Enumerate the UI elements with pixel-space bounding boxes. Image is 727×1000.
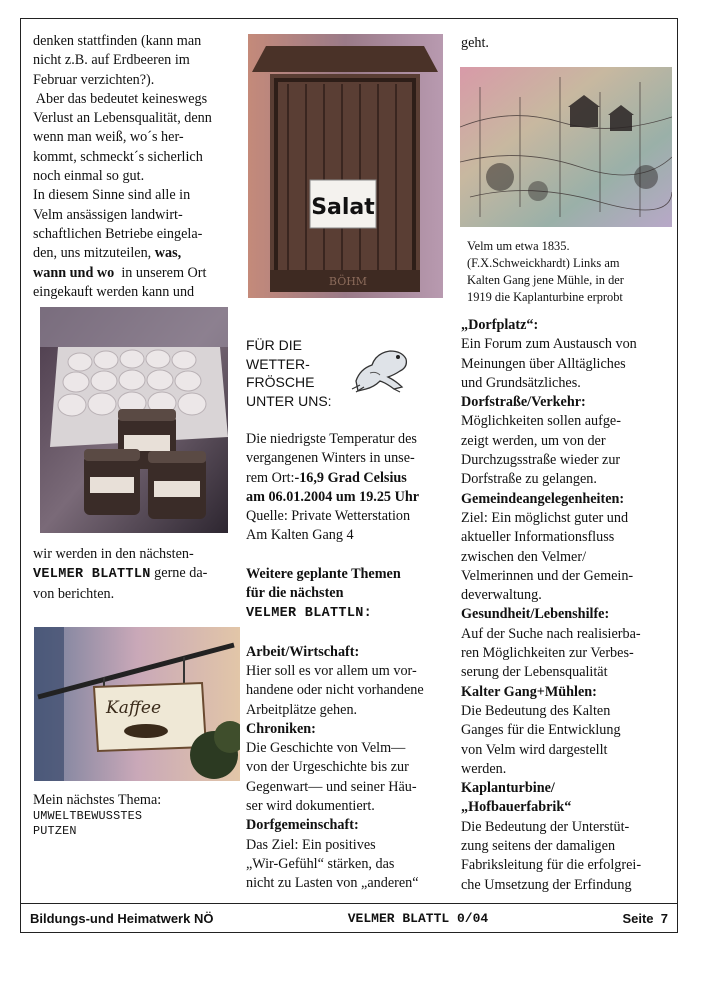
bold-fragment: wann und wo bbox=[33, 264, 115, 281]
column-3-top bbox=[461, 34, 671, 53]
text-fragment: in unserem Ort bbox=[114, 264, 207, 281]
next-topic-label: Mein nächstes Thema: bbox=[33, 792, 162, 808]
footer-page-number: Seite 7 bbox=[622, 911, 668, 926]
text-line: deverwaltung. bbox=[461, 587, 542, 604]
text-line: ren Möglichkeiten zur Verbes- bbox=[461, 645, 634, 662]
text-line: Die niedrigste Temperatur des bbox=[246, 431, 417, 447]
text-line: schaftlichen Betriebe eingela- bbox=[33, 225, 203, 242]
text-line: denken stattfinden (kann man bbox=[33, 33, 202, 49]
eggs-jars-photo bbox=[40, 307, 228, 533]
topic-title: Dorfgemeinschaft: bbox=[246, 817, 359, 834]
topic-heading bbox=[461, 683, 671, 702]
topic-title: Arbeit/Wirtschaft: bbox=[246, 643, 360, 660]
text-line bbox=[33, 264, 238, 283]
topic-title: „Dorfplatz“: bbox=[461, 317, 539, 333]
kaffee-sign-text: Kaffee bbox=[106, 698, 162, 718]
text-line bbox=[246, 488, 456, 507]
weather-header-line: UNTER UNS: bbox=[246, 392, 332, 409]
temperature-date: am 06.01.2004 um 19.25 Uhr bbox=[246, 488, 420, 505]
text-line: Velmerinnen und der Gemein- bbox=[461, 567, 634, 584]
text-line: Verlust an Lebensqualität, denn bbox=[33, 110, 212, 127]
salat-door-illustration bbox=[248, 34, 443, 298]
text-line: aktueller Informationsfluss bbox=[461, 529, 615, 546]
text-line: Die Bedeutung des Kalten bbox=[461, 702, 611, 719]
next-topic-caption bbox=[33, 791, 238, 839]
frog-icon bbox=[350, 341, 412, 393]
text-line: Aber das bedeutet keineswegs bbox=[33, 90, 208, 107]
text-line: Die Bedeutung der Unterstüt- bbox=[461, 818, 630, 835]
weather-header-line: FÜR DIE bbox=[246, 337, 302, 353]
caption-line: 1919 die Kaplanturbine erprobt bbox=[467, 290, 623, 304]
eggs-jars-illustration bbox=[40, 307, 228, 533]
text-line: Meinungen über Alltägliches bbox=[461, 355, 626, 372]
historic-image-caption bbox=[467, 238, 672, 306]
topic-title: Gesundheit/Lebenshilfe: bbox=[461, 606, 610, 623]
topic-title: Kalter Gang+Mühlen: bbox=[461, 683, 597, 700]
text-line: Velm ansässigen landwirt- bbox=[33, 206, 183, 223]
topic-title: Kaplanturbine/ bbox=[461, 780, 555, 797]
topic-heading bbox=[461, 393, 671, 412]
text-line: Gegenwart— und seiner Häu- bbox=[246, 778, 417, 795]
text-line: von Velm wird dargestellt bbox=[461, 741, 608, 758]
salat-door-photo bbox=[248, 34, 443, 298]
column-1-bottom bbox=[33, 545, 238, 604]
heading-text: für die nächsten bbox=[246, 585, 344, 602]
topic-title: „Hofbauerfabrik“ bbox=[461, 799, 572, 816]
caption-line: (F.X.Schweickhardt) Links am bbox=[467, 256, 620, 270]
kaffee-sign-photo bbox=[34, 627, 240, 781]
column-3 bbox=[461, 316, 671, 895]
footer-publisher: Bildungs-und Heimatwerk NÖ bbox=[30, 911, 214, 926]
text-line: vergangenen Winters in unse- bbox=[246, 450, 415, 467]
section-heading bbox=[246, 565, 456, 584]
text-line: serung der Lebensqualität bbox=[461, 664, 608, 681]
text-line: Februar verzichten?). bbox=[33, 71, 155, 88]
temperature-value: -16,9 Grad Celsius bbox=[294, 469, 407, 486]
text-line: Das Ziel: Ein positives bbox=[246, 836, 376, 853]
column-2 bbox=[246, 430, 456, 894]
newsletter-name: VELMER BLATTLN: bbox=[246, 606, 373, 622]
column-1-top bbox=[33, 32, 238, 302]
text-line: geht. bbox=[461, 35, 489, 51]
door-bottom-text: BÖHM bbox=[328, 275, 368, 288]
section-heading bbox=[246, 603, 456, 623]
text-line: Arbeitplätze gehen. bbox=[246, 701, 358, 718]
text-line: zeigt werden, um von der bbox=[461, 432, 606, 449]
salat-sign-text: Salat bbox=[311, 195, 375, 220]
caption-line: Velm um etwa 1835. bbox=[467, 239, 570, 253]
text-line: noch einmal so gut. bbox=[33, 168, 145, 185]
weather-header-line: WETTER- bbox=[246, 355, 310, 372]
text-line: che Umsetzung der Erfindung bbox=[461, 876, 632, 893]
topic-heading bbox=[461, 316, 671, 335]
kaffee-sign-illustration bbox=[34, 627, 240, 781]
caption-line: Kalten Gang jene Mühle, in der bbox=[467, 273, 624, 287]
topic-heading bbox=[246, 816, 456, 835]
footer-issue: VELMER BLATTL 0/04 bbox=[347, 911, 489, 926]
text-line: Am Kalten Gang 4 bbox=[246, 527, 354, 544]
text-line: Dorfstraße zu gelangen. bbox=[461, 471, 597, 488]
text-line: und Grundsätzliches. bbox=[461, 374, 581, 391]
text-line bbox=[33, 244, 238, 263]
text-fragment: gerne da- bbox=[150, 565, 208, 582]
text-line: Ein Forum zum Austausch von bbox=[461, 336, 637, 353]
text-line: Auf der Suche nach realisierba- bbox=[461, 625, 641, 642]
text-line: zung seitens der damaligen bbox=[461, 838, 616, 855]
topic-title: Dorfstraße/Verkehr: bbox=[461, 394, 586, 411]
page-footer bbox=[20, 903, 678, 933]
text-line: Die Geschichte von Velm— bbox=[246, 740, 406, 757]
text-line: nicht z.B. auf Erdbeeren im bbox=[33, 52, 190, 69]
text-line: nicht zu Lasten von „anderen“ bbox=[246, 875, 419, 892]
weather-header-line: FRÖSCHE bbox=[246, 374, 315, 390]
text-line: Hier soll es vor allem um vor- bbox=[246, 662, 417, 679]
text-line: Möglichkeiten sollen aufge- bbox=[461, 413, 621, 430]
text-line: eingekauft werden kann und bbox=[33, 283, 195, 300]
next-topic-line: PUTZEN bbox=[33, 824, 77, 838]
historic-engraving-illustration bbox=[460, 67, 672, 227]
heading-text: Weitere geplante Themen bbox=[246, 565, 401, 582]
text-line bbox=[33, 564, 238, 584]
text-fragment: den, uns mitzuteilen, bbox=[33, 245, 155, 262]
topic-heading bbox=[246, 720, 456, 739]
newsletter-name: VELMER BLATTLN bbox=[33, 567, 151, 583]
historic-velm-image bbox=[460, 67, 672, 227]
text-line: wir werden in den nächsten- bbox=[33, 546, 194, 562]
topic-heading bbox=[461, 605, 671, 624]
text-line: handene oder nicht vorhandene bbox=[246, 682, 424, 699]
topic-title: Chroniken: bbox=[246, 720, 316, 737]
topic-title: Gemeindeangelegenheiten: bbox=[461, 490, 625, 507]
text-line: von berichten. bbox=[33, 585, 115, 602]
text-line: „Wir-Gefühl“ stärken, das bbox=[246, 855, 395, 872]
text-line: werden. bbox=[461, 760, 507, 777]
text-line: In diesem Sinne sind alle in bbox=[33, 187, 191, 204]
next-topic-line: UMWELTBEWUSSTES bbox=[33, 809, 143, 823]
text-line bbox=[246, 469, 456, 488]
text-line: Quelle: Private Wetterstation bbox=[246, 508, 411, 525]
text-line: Fabriksleitung für die erfolgrei- bbox=[461, 857, 642, 874]
text-line: Ganges für die Entwicklung bbox=[461, 722, 621, 739]
topic-heading bbox=[461, 779, 671, 798]
text-line: kommt, schmeckt´s sicherlich bbox=[33, 148, 203, 165]
text-line: wenn man weiß, wo´s her- bbox=[33, 129, 184, 146]
text-fragment: rem Ort: bbox=[246, 469, 295, 486]
text-line: von der Urgeschichte bis zur bbox=[246, 759, 409, 776]
text-line: zwischen den Velmer/ bbox=[461, 548, 587, 565]
text-line: ser wird dokumentiert. bbox=[246, 798, 375, 815]
text-line: Ziel: Ein möglichst guter und bbox=[461, 509, 629, 526]
section-heading bbox=[246, 584, 456, 603]
topic-heading bbox=[461, 490, 671, 509]
bold-fragment: was, bbox=[154, 245, 182, 262]
weather-header bbox=[246, 336, 356, 410]
text-line: Durchzugsstraße wieder zur bbox=[461, 452, 621, 469]
topic-heading bbox=[246, 643, 456, 662]
topic-heading bbox=[461, 798, 671, 817]
